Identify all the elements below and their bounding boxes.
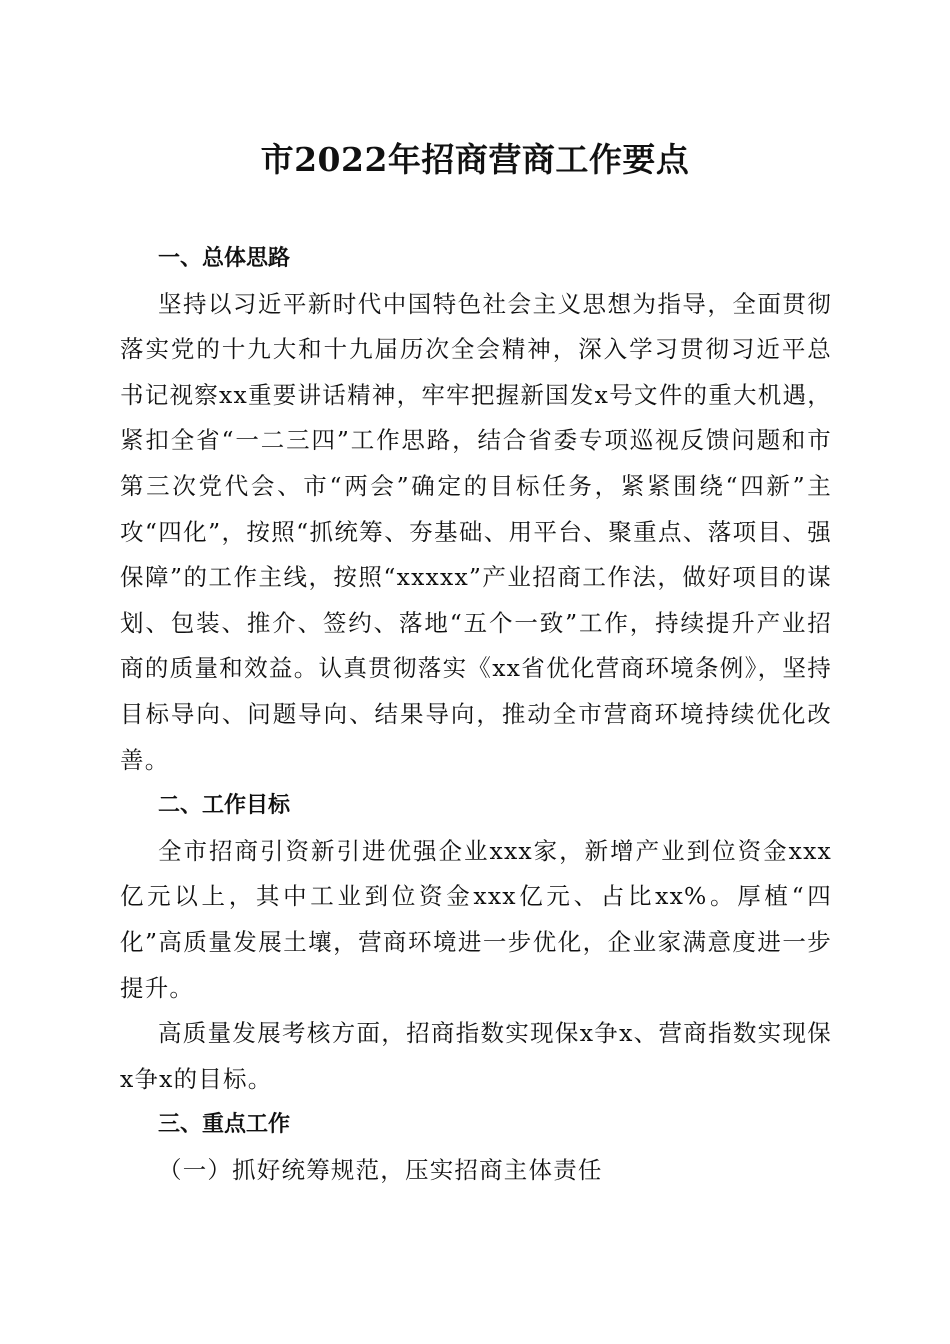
section-heading-overall-approach: 一、总体思路 — [158, 246, 291, 271]
paragraph-assessment-goals: 高质量发展考核方面，招商指数实现保x争x、营商指数实现保x争x的目标。 — [120, 1019, 832, 1093]
section-heading-work-goals: 二、工作目标 — [158, 793, 291, 819]
paragraph-overall-approach: 坚持以习近平新时代中国特色社会主义思想为指导，全面贯彻落实党的十九大和十九届历次全会精神，深入学习贯彻习近平总书记视察xx重要讲话精神，牢牢把握新国发x号文件的重大机遇，紧扣全省“一二三四”工作思路，结合省委专项巡视反馈问题和市第三次党代会、市“两会”确定的目标任务，紧紧围绕“四新”主攻“四化”，按照“抓统筹、夯基础、用平台、聚重点、落项目、强保障”的工作主线，按照“xxxxx”产业招商工作法，做好项目的谋划、包装、推介、签约、落地“五个一致”工作，持续提升产业招商的质量和效益。认真贯彻落实《xx省优化营商环境条例》，坚持目标导向、问题导向、结果导向，推动全市营商环境持续优化改善。 — [120, 289, 832, 774]
subsection-heading-coordination: （一）抓好统筹规范，压实招商主体责任 — [158, 1155, 603, 1184]
document-body — [120, 236, 832, 1193]
paragraph-work-goals: 全市招商引资新引进优强企业xxx家，新增产业到位资金xxx亿元以上，其中工业到位资金xxx亿元、占比xx%。厚植“四化”高质量发展土壤，营商环境进一步优化，企业家满意度进一步提升。 — [120, 836, 832, 1002]
document-title: 市2022年招商营商工作要点 — [260, 140, 690, 179]
section-heading-key-work: 三、重点工作 — [158, 1112, 291, 1138]
